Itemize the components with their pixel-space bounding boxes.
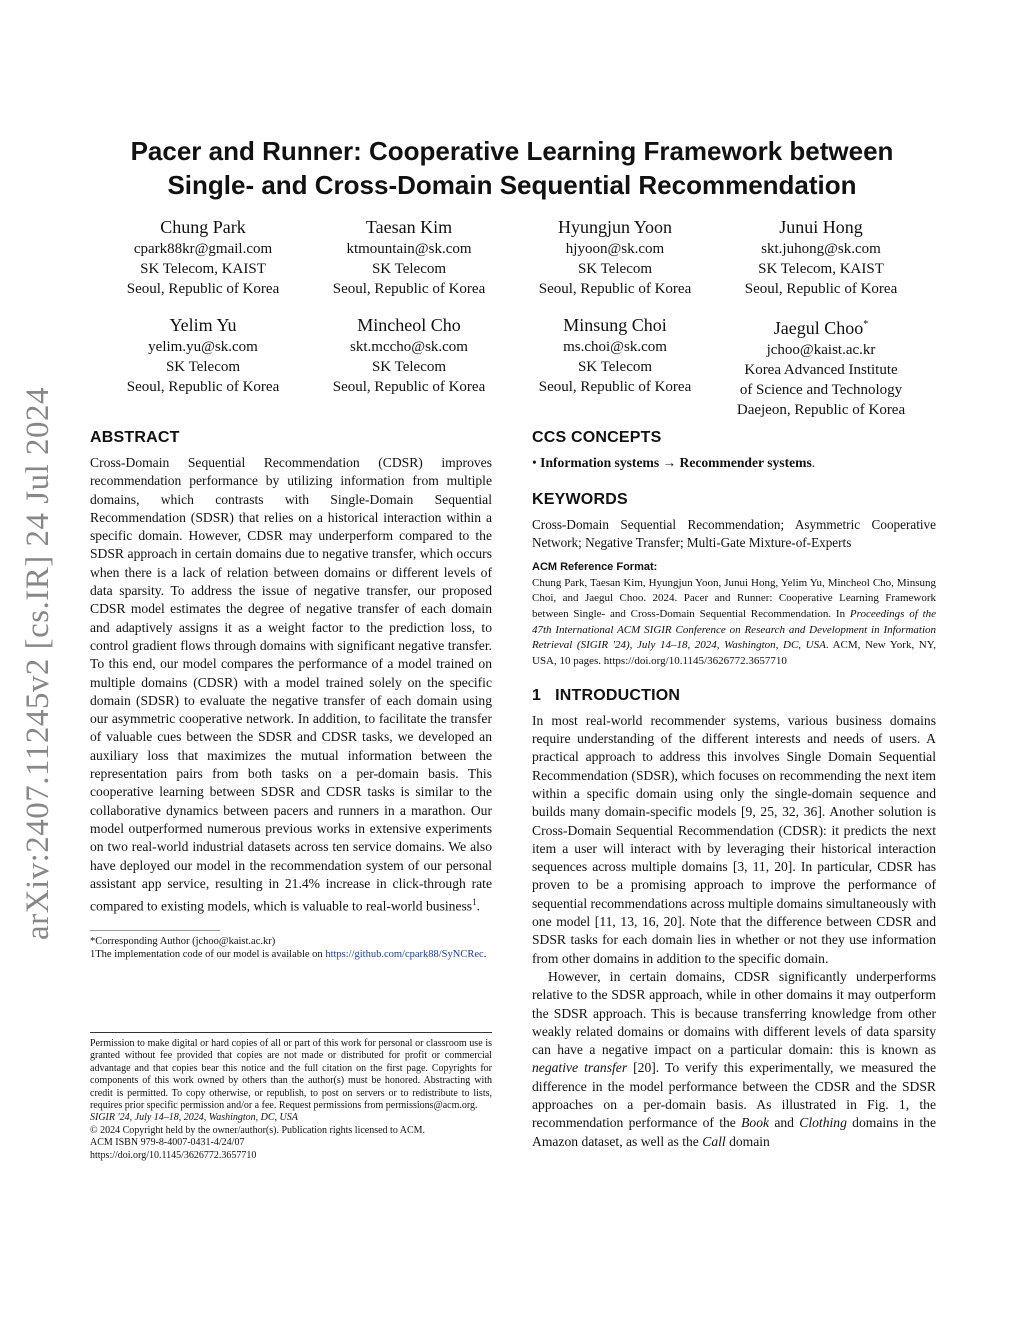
title-line-2: Single- and Cross-Domain Sequential Recommendation [167, 170, 857, 200]
ccs-bullet: • [532, 455, 541, 470]
intro-p2-c: and [769, 1115, 800, 1131]
author-location: Seoul, Republic of Korea [332, 379, 486, 395]
intro-p2-d: domains in the Amazon dataset, as well as the [532, 1115, 936, 1149]
title-line-1: Pacer and Runner: Cooperative Learning Framework between [130, 136, 894, 166]
author-affiliation: SK Telecom [371, 261, 447, 277]
acm-ref-part1: Chung Park, Taesan Kim, Hyungjun Yoon, Junui Hong, Yelim Yu, Mincheol Cho, Minsung Choi, and Jaegul Choo. 2024. Pacer and Runner: Cooperative Learning Framework between Single- and Cross-Domain Sequential Recommendation. In [532, 576, 936, 620]
abstract-footnote-mark: 1 [472, 897, 477, 908]
footnote-rule [90, 930, 220, 931]
abstract-text [90, 454, 492, 916]
author-location: Seoul, Republic of Korea [126, 281, 280, 297]
intro-paragraph-2 [532, 968, 936, 1151]
author-block [512, 314, 718, 420]
section-title: INTRODUCTION [555, 686, 681, 704]
ccs-text: Information systems → Recommender systems [540, 455, 812, 470]
permission-block [90, 1032, 492, 1162]
author-name: Junui Hong [779, 217, 863, 237]
author-affiliation: SK Telecom [577, 261, 653, 277]
ccs-heading: CCS CONCEPTS [532, 429, 662, 446]
author-block [306, 314, 512, 420]
intro-p2-clothing: Clothing [799, 1115, 847, 1131]
author-affiliation: SK Telecom [577, 359, 653, 375]
author-affiliation: SK Telecom, KAIST [758, 261, 884, 277]
footnote-code-suffix: . [483, 948, 487, 960]
author-affiliation: Korea Advanced Institute [744, 362, 898, 378]
intro-p2-a: However, in certain domains, CDSR significantly underperforms relative to the SDSR approach, while in other domains it may outperform the SDSR approach. This is because transferring knowledge from other weakly related domains or domains with different levels of data sparsity can have a negative impact on a particular domain: this is known as [532, 968, 936, 1058]
isbn-line: ACM ISBN 979-8-4007-0431-4/24/07 [90, 1137, 245, 1149]
author-name-text: Jaegul Choo [773, 318, 864, 338]
author-location: Seoul, Republic of Korea [126, 379, 280, 395]
intro-p2-e: domain [725, 1133, 770, 1149]
intro-p2-call: Call [702, 1133, 726, 1149]
author-block [718, 216, 924, 299]
author-name: Minsung Choi [563, 315, 667, 335]
paper-title [80, 134, 944, 202]
code-link[interactable]: https://github.com/cpark88/SyNCRec [325, 948, 484, 960]
author-block [100, 216, 306, 299]
corresponding-mark: * [863, 319, 869, 330]
intro-p2-negative-transfer: negative transfer [532, 1060, 628, 1076]
intro-p2-b: [20]. To verify this experimentally, we measured the difference in the model performance between the CDSR and the SDSR approaches on a per-domain basis. As illustrated in Fig. 1, the recommendation performance of the [532, 1060, 936, 1131]
permission-text: Permission to make digital or hard copies of all or part of this work for personal or classroom use is granted without fee provided that copies are not made or distributed for profit or commercial advantage and that copies bear this notice and the full citation on the first page. Copyrights for components of this work owned by others than the author(s) must be honored. Abstracting with credit is permitted. To copy otherwise, or republish, to post on servers or to redistribute to lists, requires prior specific permission and/or a fee. Request permissions from permissions@acm.org. [90, 1038, 492, 1112]
author-email: skt.mccho@sk.com [350, 339, 468, 355]
author-name: Taesan Kim [365, 217, 453, 237]
arxiv-stamp: arXiv:2407.11245v2 [cs.IR] 24 Jul 2024 [20, 386, 56, 940]
footnote-corresponding: *Corresponding Author (jchoo@kaist.ac.kr) [90, 935, 276, 947]
footnote-code-prefix: 1The implementation code of our model is available on [90, 948, 326, 960]
intro-p2-book: Book [741, 1115, 770, 1131]
author-email: yelim.yu@sk.com [148, 339, 258, 355]
author-email: skt.juhong@sk.com [761, 241, 881, 257]
author-row-2 [100, 314, 924, 420]
copyright-line: © 2024 Copyright held by the owner/author(s). Publication rights licensed to ACM. [90, 1124, 426, 1136]
author-email: jchoo@kaist.ac.kr [766, 342, 876, 358]
section-number: 1 [532, 686, 542, 704]
author-affiliation-cont: of Science and Technology [739, 382, 903, 398]
acm-ref-part2: . ACM, New York, NY, USA, 10 pages. https://doi.org/10.1145/3626772.3657710 [532, 639, 937, 668]
venue-line: SIGIR '24, July 14–18, 2024, Washington, DC, USA [90, 1112, 298, 1124]
footnote-code [90, 948, 492, 961]
acm-reference-heading: ACM Reference Format: [532, 560, 658, 573]
keywords-text: Cross-Domain Sequential Recommendation; Asymmetric Cooperative Network; Negative Transfer; Multi-Gate Mixture-of-Experts [532, 517, 936, 551]
author-block [100, 314, 306, 420]
keywords-heading: KEYWORDS [532, 491, 628, 508]
doi-line[interactable]: https://doi.org/10.1145/3626772.3657710 [90, 1149, 257, 1161]
right-column [532, 428, 936, 1151]
ccs-end: . [811, 455, 816, 470]
author-row-1 [100, 216, 924, 299]
author-email: ktmountain@sk.com [346, 241, 472, 257]
abstract-body: Cross-Domain Sequential Recommendation (CDSR) improves recommendation performance by utilizing information from multiple domains, which contrasts with Single-Domain Sequential Recommendation (SDSR) that relies on a historical interaction within a specific domain. However, CDSR may underperform compared to the SDSR approach in certain domains due to negative transfer, which occurs when there is a lack of relation between domains or different levels of data sparsity. To address the issue of negative transfer, our proposed CDSR model estimates the degree of negative transfer of each domain and adaptively assigns it as a weight factor to the prediction loss, to control gradient flows through domains with significant negative transfer. To this end, our model compares the performance of a model trained on multiple domains (CDSR) with a model trained solely on the specific domain (SDSR) to evaluate the negative transfer of each domain using our asymmetric cooperative network. In addition, to facilitate the transfer of valuable cues between the SDSR and CDSR tasks, we developed an auxiliary loss that maximizes the mutual information between the representation pairs from both tasks on a per-domain basis. This cooperative learning between SDSR and CDSR tasks is similar to the collaborative dynamics between pacers and runners in a marathon. Our model outperformed numerous previous works in extensive experiments on two real-world industrial datasets across ten service domains. We also have deployed our model in the recommendation system of our personal assistant app service, resulting in 21.4% increase in click-through rate compared to existing models, which is valuable to real-world business [90, 455, 492, 914]
introduction-heading [532, 686, 936, 706]
acm-reference-text [532, 576, 936, 670]
author-name: Yelim Yu [169, 315, 237, 335]
author-email: ms.choi@sk.com [563, 339, 667, 355]
author-location: Seoul, Republic of Korea [332, 281, 486, 297]
author-block [512, 216, 718, 299]
author-location: Seoul, Republic of Korea [744, 281, 898, 297]
author-block [306, 216, 512, 299]
author-affiliation: SK Telecom, KAIST [140, 261, 266, 277]
author-email: cpark88kr@gmail.com [133, 241, 273, 257]
author-name [718, 314, 924, 339]
author-name: Chung Park [160, 217, 246, 237]
author-block [718, 314, 924, 420]
left-column [90, 428, 492, 961]
intro-paragraph-1: In most real-world recommender systems, various business domains require understanding of the different interests and needs of users. A practical approach to address this involves Single Domain Sequential Recommendation (SDSR), which focuses on recommending the next item within a specific domain using only the single-domain sequence and builds many domain-specific models [9, 25, 32, 36]. Another solution is Cross-Domain Sequential Recommendation (CDSR): it predicts the next item a user will interact with by leveraging their historical interaction sequences across multiple domains [3, 11, 20]. In particular, CDSR has proven to be a promising approach to improve the performance of sequential recommendations across multiple domains simultaneously with one model [11, 13, 16, 20]. Note that the difference between CDSR and SDSR tasks for each domain lies in whether or not they use information from other domains in addition to the specific domain. [532, 712, 936, 966]
abstract-end: . [476, 898, 480, 914]
ccs-concepts [532, 454, 936, 472]
author-name: Hyungjun Yoon [557, 217, 673, 237]
author-name: Mincheol Cho [357, 315, 461, 335]
author-affiliation: SK Telecom [371, 359, 447, 375]
author-location: Seoul, Republic of Korea [538, 281, 692, 297]
author-affiliation: SK Telecom [165, 359, 241, 375]
author-location: Seoul, Republic of Korea [538, 379, 692, 395]
acm-ref-proceedings: Proceedings of the 47th International ACM SIGIR Conference on Research and Development in Information Retrieval (SIGIR '24), July 14–18, 2024, Washington, DC, USA [532, 608, 937, 652]
footnotes [90, 935, 492, 961]
author-email: hjyoon@sk.com [565, 241, 665, 257]
author-location: Daejeon, Republic of Korea [736, 402, 906, 418]
abstract-heading: ABSTRACT [90, 429, 180, 446]
